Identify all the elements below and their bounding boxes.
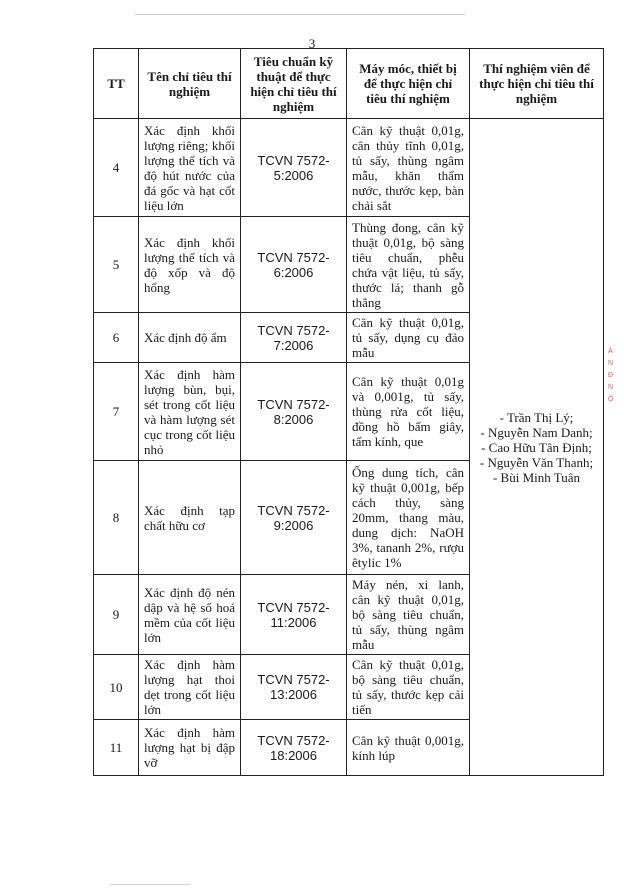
header-row — [94, 49, 604, 119]
row-number: 9 — [94, 575, 139, 655]
header-staff: Thí nghiệm viên để thực hiện chỉ tiêu thí nghiệm — [470, 49, 604, 119]
test-equipment: Máy nén, xi lanh, cân kỹ thuật 0,01g, bộ sàng tiêu chuẩn, tủ sấy, thùng ngâm mẫu — [347, 575, 470, 655]
test-standard: TCVN 7572-18:2006 — [241, 720, 347, 776]
stamp-letter: N — [608, 360, 614, 367]
stamp-letter: Ả — [608, 348, 613, 355]
test-name: Xác định hàm lượng hạt thoi dẹt trong cốt liệu lớn — [139, 655, 241, 720]
test-standard: TCVN 7572-13:2006 — [241, 655, 347, 720]
row-number: 5 — [94, 217, 139, 313]
test-name: Xác định khối lượng thể tích và độ xốp và độ hổng — [139, 217, 241, 313]
row-number: 6 — [94, 313, 139, 363]
test-standard: TCVN 7572-9:2006 — [241, 461, 347, 575]
staff-member: - Bùi Minh Tuân — [492, 469, 581, 485]
test-equipment: Cân kỹ thuật 0,01g và 0,001g, tủ sấy, thùng rửa cốt liệu, đồng hồ bấm giây, tấm kính, que — [347, 363, 470, 461]
row-number: 11 — [94, 720, 139, 776]
margin-stamp-fragment — [608, 346, 624, 406]
page-number: 3 — [308, 36, 316, 51]
row-number: 4 — [94, 119, 139, 217]
header-name: Tên chỉ tiêu thí nghiệm — [139, 49, 241, 119]
bottom-rule — [110, 884, 190, 885]
staff-cell — [470, 119, 604, 776]
test-standard: TCVN 7572-6:2006 — [241, 217, 347, 313]
staff-member: - Nguyễn Văn Thanh; — [479, 454, 594, 470]
header-standard: Tiêu chuẩn kỹ thuật để thực hiện chỉ tiêu thí nghiệm — [241, 49, 347, 119]
row-number: 8 — [94, 461, 139, 575]
test-name: Xác định tạp chất hữu cơ — [139, 461, 241, 575]
staff-member: - Nguyễn Nam Danh; — [480, 424, 593, 440]
test-name: Xác định độ ẩm — [139, 313, 241, 363]
test-name: Xác định hàm lượng bùn, bụi, sét trong cốt liệu và hàm lượng sét cục trong cốt liệu nhỏ — [139, 363, 241, 461]
test-name: Xác định khối lượng riêng; khối lượng thể tích và độ hút nước của đá gốc và hạt cốt liệu lớn — [139, 119, 241, 217]
test-equipment: Cân kỹ thuật 0,01g, bộ sàng tiêu chuẩn, tủ sấy, thước kẹp cải tiến — [347, 655, 470, 720]
test-name: Xác định hàm lượng hạt bị đập vỡ — [139, 720, 241, 776]
test-standard: TCVN 7572-11:2006 — [241, 575, 347, 655]
top-rule — [135, 14, 465, 15]
stamp-letter: Đ — [608, 372, 614, 379]
test-standard: TCVN 7572-5:2006 — [241, 119, 347, 217]
staff-member: - Cao Hữu Tân Định; — [481, 439, 592, 455]
test-standard: TCVN 7572-7:2006 — [241, 313, 347, 363]
test-specification-table — [93, 48, 604, 776]
test-equipment: Cân kỹ thuật 0,01g, cân thủy tĩnh 0,01g, tủ sấy, thùng ngâm mẫu, khăn thấm nước, thước kẹp, bàn chải sắt — [347, 119, 470, 217]
staff-member: - Trần Thị Lý; — [499, 409, 574, 425]
header-tt: TT — [94, 49, 139, 119]
test-equipment: Cân kỹ thuật 0,001g, kính lúp — [347, 720, 470, 776]
test-equipment: Cân kỹ thuật 0,01g, tủ sấy, dụng cụ đảo mẫu — [347, 313, 470, 363]
row-number: 10 — [94, 655, 139, 720]
stamp-letter: N — [608, 384, 614, 391]
test-standard: TCVN 7572-8:2006 — [241, 363, 347, 461]
test-equipment: Ống dung tích, cân kỹ thuật 0,001g, bếp cách thủy, sàng 20mm, thang màu, dung dịch: NaOH 3%, tananh 2%, rượu êtylic 1% — [347, 461, 470, 575]
test-equipment: Thùng đong, cân kỹ thuật 0,01g, bộ sàng tiêu chuẩn, phễu chứa vật liệu, tủ sấy, thước lá; thanh gỗ thẳng — [347, 217, 470, 313]
header-equipment: Máy móc, thiết bị để thực hiện chỉ tiêu thí nghiệm — [347, 49, 470, 119]
test-name: Xác định độ nén dập và hệ số hoá mềm của cốt liệu lớn — [139, 575, 241, 655]
row-number: 7 — [94, 363, 139, 461]
stamp-letter: Ộ — [608, 396, 614, 403]
table-row — [94, 119, 604, 217]
